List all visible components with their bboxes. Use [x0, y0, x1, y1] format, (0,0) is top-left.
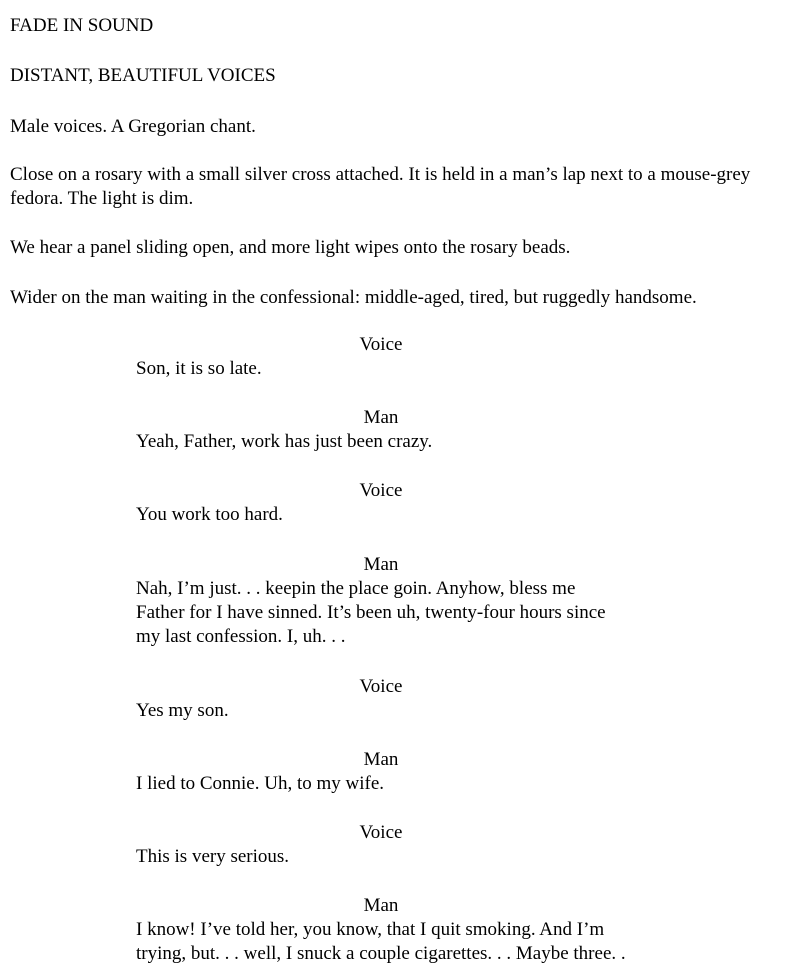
dialogue-block	[136, 918, 696, 966]
dialogue-line: Father for I have sinned. It’s been uh, twenty-four hours since	[136, 602, 606, 623]
character-cue: Voice	[359, 334, 403, 355]
dialogue-line: This is very serious.	[136, 846, 290, 867]
character-cue: Man	[363, 895, 399, 916]
action-male-voices: Male voices. A Gregorian chant.	[10, 116, 256, 137]
dialogue-line: I lied to Connie. Uh, to my wife.	[136, 773, 385, 794]
action-panel-sliding: We hear a panel sliding open, and more light wipes onto the rosary beads.	[10, 237, 571, 258]
dialogue-block	[136, 699, 696, 723]
dialogue-block	[136, 577, 696, 649]
dialogue-line: my last confession. I, uh. . .	[136, 626, 346, 647]
character-cue: Man	[363, 554, 399, 575]
character-cue: Man	[363, 749, 399, 770]
action-fade-in-sound: FADE IN SOUND	[10, 15, 154, 36]
dialogue-line: Yeah, Father, work has just been crazy.	[136, 431, 433, 452]
dialogue-line: trying, but. . . well, I snuck a couple cigarettes. . . Maybe three. .	[136, 943, 626, 964]
action-close-on-rosary: Close on a rosary with a small silver cross attached. It is held in a man’s lap next to a mouse-grey fedora. The light is dim.	[10, 164, 751, 209]
dialogue-block	[136, 772, 696, 796]
character-cue: Man	[363, 407, 399, 428]
character-cue: Voice	[359, 480, 403, 501]
character-cue: Voice	[359, 676, 403, 697]
dialogue-block	[136, 503, 696, 527]
dialogue-block	[136, 845, 696, 869]
dialogue-block	[136, 357, 696, 381]
action-wider-on-man: Wider on the man waiting in the confessional: middle-aged, tired, but ruggedly handsome.	[10, 287, 697, 308]
character-cue: Voice	[359, 822, 403, 843]
dialogue-line: Yes my son.	[136, 700, 229, 721]
dialogue-block	[136, 430, 696, 454]
dialogue-line: Son, it is so late.	[136, 358, 262, 379]
dialogue-line: I know! I’ve told her, you know, that I quit smoking. And I’m	[136, 919, 605, 940]
dialogue-line: You work too hard.	[136, 504, 283, 525]
dialogue-line: Nah, I’m just. . . keepin the place goin. Anyhow, bless me	[136, 578, 576, 599]
action-distant-voices: DISTANT, BEAUTIFUL VOICES	[10, 65, 276, 86]
